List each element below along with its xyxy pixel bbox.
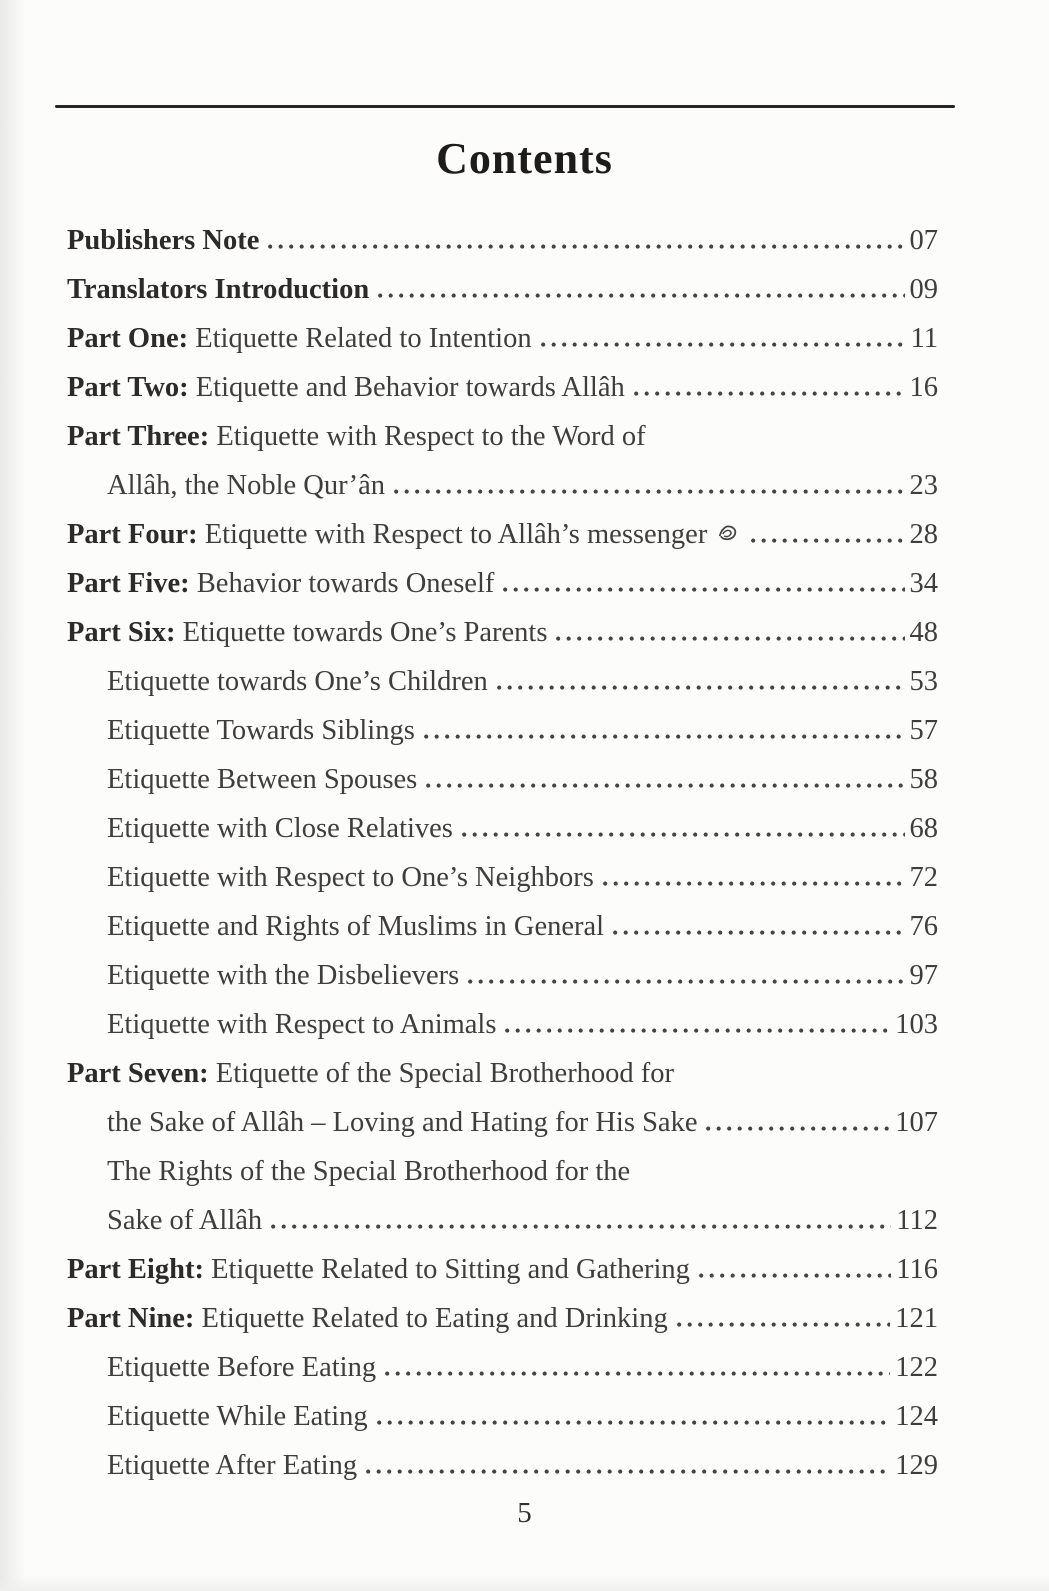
toc-entry-label-bold: Part Four: [67, 519, 198, 550]
toc-entry-label [67, 216, 259, 265]
toc-list [67, 216, 938, 1490]
dotted-leader [268, 244, 904, 249]
toc-entry-label: Allâh, the Noble Qur’ân [107, 470, 386, 501]
toc-entry-label-bold: Part Eight: [67, 1254, 204, 1285]
toc-entry [67, 363, 938, 412]
toc-entry-label-bold: Translators Introduction [67, 274, 370, 305]
toc-page-number: 58 [909, 764, 938, 795]
toc-entry-label: Part Five: Behavior towards Oneself [67, 568, 495, 599]
toc-entry-label-bold: Publishers Note [67, 225, 260, 256]
toc-entry-label-bold: Part One: [67, 323, 189, 354]
toc-entry-label-bold: Part Two: [67, 372, 189, 403]
toc-entry [67, 951, 938, 1000]
toc-page-number: 76 [909, 911, 938, 942]
toc-page-number: 16 [909, 372, 938, 403]
toc-entry [67, 608, 938, 657]
dotted-leader [462, 832, 905, 837]
toc-page-number: 129 [895, 1450, 938, 1481]
toc-entry [67, 412, 938, 461]
dotted-leader [699, 1273, 891, 1278]
toc-entry-label: Part Three: Etiquette with Respect to the Word of [67, 421, 646, 452]
toc-entry [67, 657, 938, 706]
toc-page-number: 34 [909, 568, 938, 599]
dotted-leader [385, 1371, 890, 1376]
toc-entry [67, 706, 938, 755]
toc-entry [67, 1294, 938, 1343]
dotted-leader [377, 1420, 891, 1425]
toc-entry-label: Part Seven: Etiquette of the Special Brotherhood for [67, 1058, 675, 1089]
dotted-leader [677, 1322, 891, 1327]
toc-entry-label: Etiquette After Eating [107, 1450, 358, 1481]
toc-entry-label-bold: Part Seven: [67, 1058, 209, 1089]
dotted-leader [497, 685, 905, 690]
toc-entry-label-bold: Part Five: [67, 568, 190, 599]
toc-entry-label: Part Four: Etiquette with Respect to Allâh’s messenger [67, 510, 742, 559]
toc-page-number: 57 [909, 715, 938, 746]
dotted-leader [468, 979, 904, 984]
toc-entry [67, 853, 938, 902]
toc-page-number: 48 [909, 617, 938, 648]
toc-entry [67, 461, 938, 510]
toc-page-number: 122 [895, 1352, 938, 1383]
toc-entry-label-bold: Part Nine: [67, 1303, 195, 1334]
toc-entry [67, 559, 938, 608]
toc-entry [67, 1049, 938, 1098]
toc-page-number: 53 [909, 666, 938, 697]
header-rule [55, 105, 955, 108]
toc-page-number: 72 [909, 862, 938, 893]
toc-page-number: 116 [896, 1254, 938, 1285]
toc-page-number: 124 [895, 1401, 938, 1432]
toc-page-number: 112 [896, 1205, 938, 1236]
page-number: 5 [517, 1497, 532, 1529]
toc-entry [67, 1343, 938, 1392]
toc-entry [67, 216, 938, 265]
toc-entry-label: the Sake of Allâh – Loving and Hating for His Sake [107, 1107, 698, 1138]
toc-entry [67, 902, 938, 951]
toc-entry [67, 1147, 938, 1196]
toc-entry-label: Etiquette with Respect to Animals [107, 1009, 497, 1040]
toc-entry-label: Part Two: Etiquette and Behavior towards Allâh [67, 372, 625, 403]
dotted-leader [603, 881, 905, 886]
toc-entry-label: Etiquette towards One’s Children [107, 666, 488, 697]
toc-page-number: 121 [895, 1303, 938, 1334]
toc-entry [67, 265, 938, 314]
toc-entry-label: Part Nine: Etiquette Related to Eating and Drinking [67, 1303, 668, 1334]
toc-page-number: 28 [909, 519, 938, 550]
toc-page-number: 23 [909, 470, 938, 501]
dotted-leader [751, 538, 904, 543]
toc-entry-label: Etiquette Towards Siblings [107, 715, 415, 746]
pbuh-symbol-icon [715, 521, 740, 546]
toc-entry [67, 1196, 938, 1245]
dotted-leader [556, 636, 904, 641]
toc-entry-label: Sake of Allâh [107, 1205, 263, 1236]
dotted-leader [613, 930, 904, 935]
toc-entry [67, 1392, 938, 1441]
toc-entry [67, 804, 938, 853]
toc-entry-label: Etiquette with the Disbelievers [107, 960, 460, 991]
dotted-leader [505, 1028, 890, 1033]
dotted-leader [366, 1469, 890, 1474]
toc-entry-label [67, 265, 369, 314]
toc-page-number: 68 [909, 813, 938, 844]
toc-entry-label: Etiquette Between Spouses [107, 764, 418, 795]
toc-entry [67, 314, 938, 363]
toc-entry-label: Etiquette While Eating [107, 1401, 368, 1432]
toc-entry [67, 510, 938, 559]
page-title: Contents [436, 134, 613, 183]
dotted-leader [503, 587, 904, 592]
toc-entry-label: Part Eight: Etiquette Related to Sitting and Gathering [67, 1254, 690, 1285]
dotted-leader [424, 734, 905, 739]
dotted-leader [541, 342, 906, 347]
toc-page-number: 07 [909, 225, 938, 256]
dotted-leader [378, 293, 904, 298]
toc-page-number: 11 [910, 323, 938, 354]
toc-entry [67, 1245, 938, 1294]
dotted-leader [394, 489, 904, 494]
toc-entry-label: Part Six: Etiquette towards One’s Parents [67, 617, 548, 648]
toc-page-number: 107 [895, 1107, 938, 1138]
toc-entry [67, 755, 938, 804]
toc-entry-label: Etiquette with Close Relatives [107, 813, 453, 844]
scan-edge-shadow-bottom [0, 1575, 1049, 1591]
toc-page-number: 103 [895, 1009, 938, 1040]
toc-entry-label: Etiquette Before Eating [107, 1352, 377, 1383]
scan-edge-shadow-left [0, 0, 26, 1591]
dotted-leader [426, 783, 904, 788]
toc-entry-label: Part One: Etiquette Related to Intention [67, 323, 532, 354]
toc-page-number: 09 [909, 274, 938, 305]
toc-entry [67, 1098, 938, 1147]
dotted-leader [271, 1224, 891, 1229]
toc-page-number: 97 [909, 960, 938, 991]
toc-entry-label: The Rights of the Special Brotherhood for the [107, 1156, 631, 1187]
dotted-leader [706, 1126, 890, 1131]
toc-entry-label: Etiquette with Respect to One’s Neighbors [107, 862, 594, 893]
toc-entry [67, 1441, 938, 1490]
toc-entry [67, 1000, 938, 1049]
dotted-leader [634, 391, 905, 396]
toc-entry-label: Etiquette and Rights of Muslims in General [107, 911, 605, 942]
toc-entry-label-bold: Part Six: [67, 617, 176, 648]
toc-entry-label-bold: Part Three: [67, 421, 210, 452]
